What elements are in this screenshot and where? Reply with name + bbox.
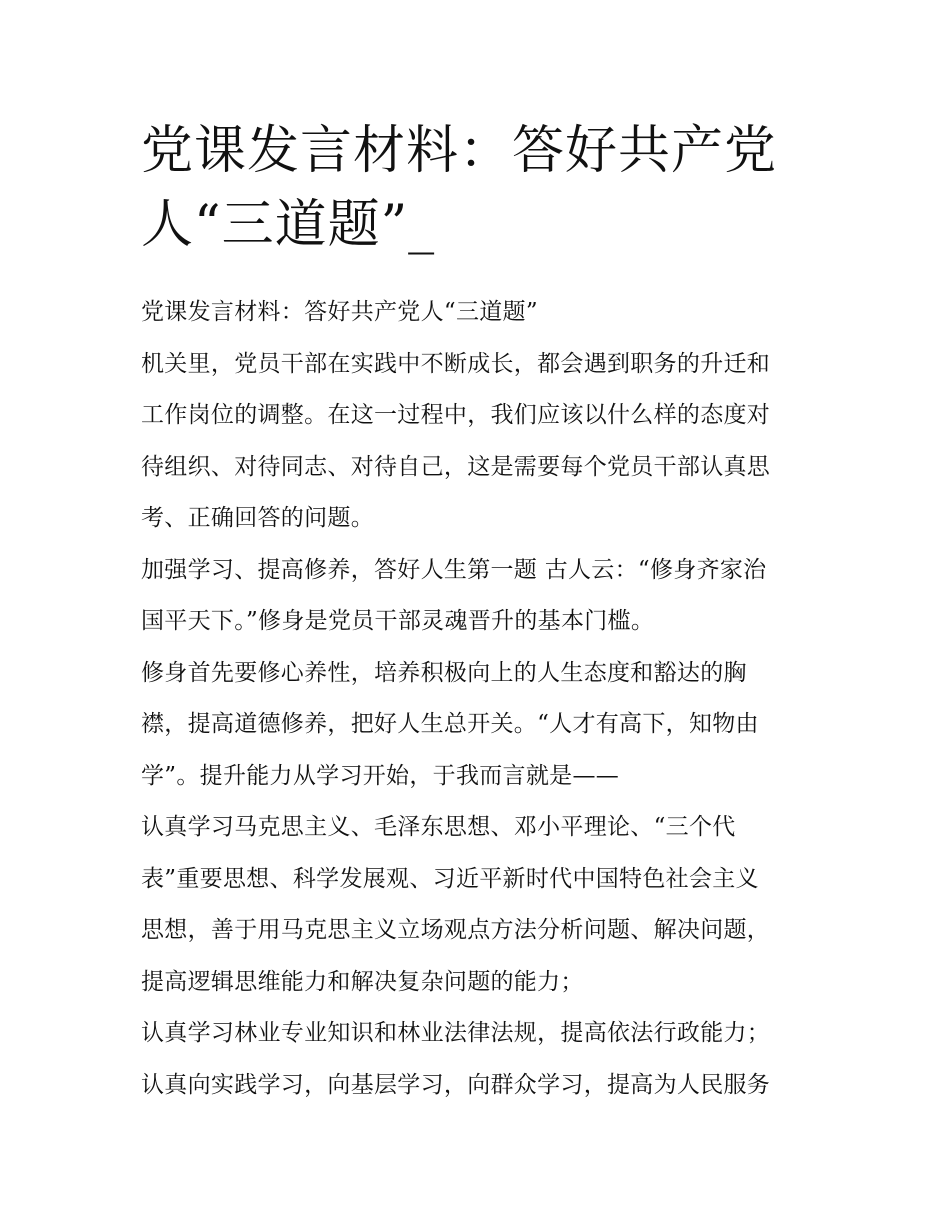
document-title [141, 114, 778, 262]
body-line: 工作岗位的调整。在这一过程中，我们应该以什么样的态度对 [141, 402, 771, 428]
body-line: 认真学习马克思主义、毛泽东思想、邓小平理论、“三个代 [141, 814, 736, 840]
body-line: 襟，提高道德修养，把好人生总开关。“人才有高下，知物由 [141, 711, 759, 737]
body-line: 认真学习林业专业知识和林业法律法规，提高依法行政能力； [141, 1020, 771, 1046]
body-line: 认真向实践学习，向基层学习，向群众学习，提高为人民服务 [141, 1071, 771, 1098]
body-line: 表”重要思想、科学发展观、习近平新时代中国特色社会主义 [141, 865, 759, 892]
body-line: 学”。提升能力从学习开始，于我而言就是—— [141, 762, 620, 789]
document-page [141, 114, 821, 1111]
title-line: 党课发言材料：答好共产党 [141, 121, 778, 181]
body-line: 思想，善于用马克思主义立场观点方法分析问题、解决问题， [141, 917, 771, 943]
body-line: 提高逻辑思维能力和解决复杂问题的能力； [141, 968, 584, 995]
body-line: 修身首先要修心养性，培养积极向上的人生态度和豁达的胸 [141, 659, 747, 686]
body-line: 考、正确回答的问题。 [141, 505, 374, 531]
body-line: 加强学习、提高修养，答好人生第一题 古人云：“修身齐家治 [141, 556, 767, 583]
body-line: 待组织、对待同志、对待自己，这是需要每个党员干部认真思 [141, 453, 771, 480]
document-body [141, 287, 821, 1111]
title-line: 人“三道题”_ [141, 195, 436, 255]
body-line: 国平天下。”修身是党员干部灵魂晋升的基本门槛。 [141, 608, 655, 634]
subtitle-line: 党课发言材料：答好共产党人“三道题” [141, 299, 538, 325]
body-line: 机关里，党员干部在实践中不断成长，都会遇到职务的升迁和 [141, 350, 771, 377]
